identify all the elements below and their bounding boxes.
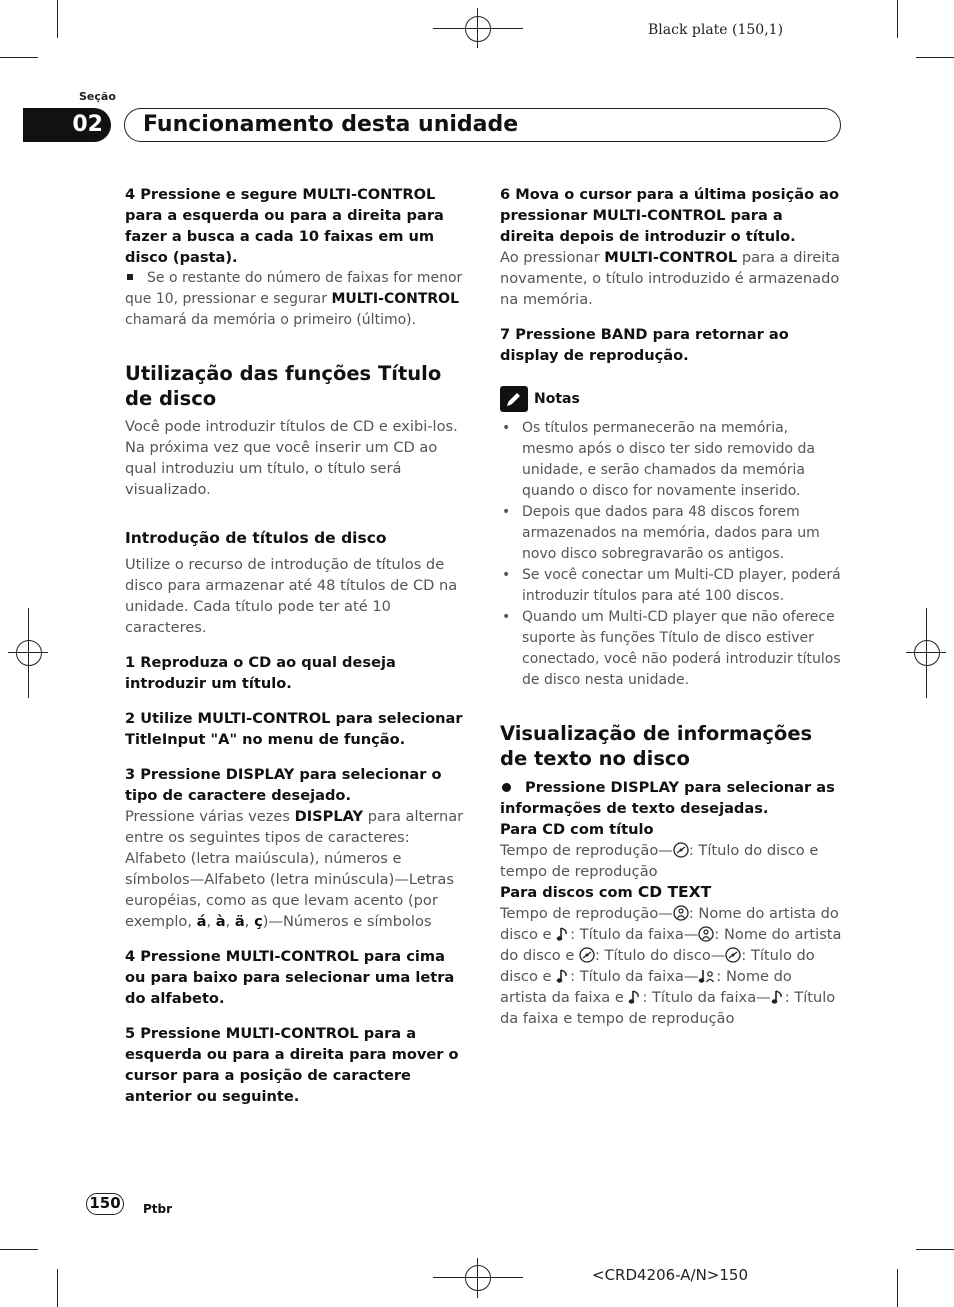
- notes-header: [500, 386, 842, 412]
- note-item: • Os títulos permanecerão na memória, mesmo após o disco ter sido removido da unidade, e serão chamados da memória quando o disco for novamente inserido.: [500, 418, 842, 502]
- round-bullet-icon: [502, 783, 511, 792]
- note-item: • Se você conectar um Multi-CD player, poderá introduzir títulos para até 100 discos.: [500, 565, 842, 607]
- section-title: Funcionamento desta unidade: [143, 112, 519, 137]
- track-title-icon: [556, 926, 570, 942]
- section-number: 02: [23, 108, 111, 142]
- step-6-body: Ao pressionar MULTI-CONTROL para a direita novamente, o título introduzido é armazenado na memória.: [500, 249, 840, 308]
- disc-icon: [579, 947, 595, 963]
- crop-mark: [897, 1269, 898, 1307]
- disc-icon: [673, 842, 689, 858]
- step-4-note: Se o restante do número de faixas for menor que 10, pressionar e segurar MULTI-CONTROL chamará da memória o primeiro (último).: [125, 270, 463, 328]
- section-heading-disc-title: Utilização das funções Título de disco: [125, 362, 442, 410]
- track-title-icon: [556, 968, 570, 984]
- bullet-step-display: Pressione DISPLAY para selecionar as informações de texto desejadas.: [500, 779, 835, 817]
- plate-label: Black plate (150,1): [648, 22, 784, 38]
- step-7: 7 Pressione BAND para retornar ao display de reprodução.: [500, 326, 789, 364]
- notes-title: Notas: [534, 391, 580, 407]
- step-4-select-letter: 4 Pressione MULTI-CONTROL para cima ou para baixo para selecionar uma letra do alfabeto.: [125, 948, 455, 1007]
- crop-mark: [57, 0, 58, 38]
- step-5: 5 Pressione MULTI-CONTROL para a esquerda ou para a direita para mover o cursor para a posição de caractere anterior ou seguinte.: [125, 1025, 459, 1105]
- right-column: [500, 184, 842, 1029]
- cd-title-heading: Para CD com título: [500, 821, 654, 838]
- step-4-search: 4 Pressione e segure MULTI-CONTROL para a esquerda ou para a direita para fazer a busca a cada 10 faixas em um disco (pasta).: [125, 186, 444, 266]
- cdtext-body: Tempo de reprodução— : Nome do artista do disco e : Título da faixa— : Nome do artista do disco e : Título do disco— : Título do disco e : Título da faixa— : Nome do artista da faixa e : Título da faixa— : Título da faixa e tempo de reprodução: [500, 905, 842, 1027]
- crop-mark: [897, 0, 898, 38]
- note-item: • Quando um Multi-CD player que não oferece suporte às funções Título de disco estiver conectado, você não poderá introduzir títulos de disco nesta unidade.: [500, 607, 842, 691]
- step-3-body: Pressione várias vezes DISPLAY para alternar entre os seguintes tipos de caracteres: Alfabeto (letra maiúscula), números e símbolos—Alfabeto (letra minúscula)—Letras européias, como as que levam acento (por exemplo, á, à, ä, ç)—Números e símbolos: [125, 808, 464, 930]
- left-column: [125, 184, 467, 1107]
- disc-artist-icon: [698, 926, 714, 942]
- step-2: 2 Utilize MULTI-CONTROL para selecionar TitleInput "A" no menu de função.: [125, 710, 463, 748]
- section-heading-text-info: Visualização de informações de texto no disco: [500, 722, 813, 770]
- language-code: Ptbr: [143, 1202, 173, 1216]
- cdtext-heading: Para discos com CD TEXT: [500, 883, 712, 901]
- section-body-disc-title: Você pode introduzir títulos de CD e exibi-los. Na próxima vez que você inserir um CD ao qual introduziu um título, o título será visualizado.: [125, 418, 458, 498]
- disc-artist-icon: [673, 905, 689, 921]
- step-3: 3 Pressione DISPLAY para selecionar o tipo de caractere desejado.: [125, 766, 442, 804]
- square-bullet-icon: [127, 274, 133, 280]
- track-title-icon: [771, 989, 785, 1005]
- note-item: • Depois que dados para 48 discos forem armazenados na memória, dados para um novo disco sobregravarão os antigos.: [500, 502, 842, 565]
- crop-mark: [57, 1269, 58, 1307]
- cd-title-body: Tempo de reprodução— : Título do disco e tempo de reprodução: [500, 842, 819, 880]
- track-title-icon: [628, 989, 642, 1005]
- section-label: Seção: [79, 90, 116, 103]
- crop-mark: [0, 57, 38, 58]
- sub-heading-title-input: Introdução de títulos de disco: [125, 529, 387, 547]
- step-1: 1 Reproduza o CD ao qual deseja introduzir um título.: [125, 654, 396, 692]
- track-artist-icon: [698, 968, 716, 984]
- step-6: 6 Mova o cursor para a última posição ao pressionar MULTI-CONTROL para a direita depois de introduzir o título.: [500, 186, 840, 245]
- crop-mark: [0, 1249, 38, 1250]
- disc-icon: [725, 947, 741, 963]
- crop-mark: [916, 1249, 954, 1250]
- crop-mark: [916, 57, 954, 58]
- note-pencil-icon: [500, 386, 528, 412]
- notes-list: [500, 418, 842, 691]
- document-code: <CRD4206-A/N>150: [592, 1266, 749, 1284]
- page-number: 150: [86, 1193, 124, 1215]
- sub-body-title-input: Utilize o recurso de introdução de títulos de disco para armazenar até 48 títulos de CD na unidade. Cada título pode ter até 10 caracteres.: [125, 556, 458, 636]
